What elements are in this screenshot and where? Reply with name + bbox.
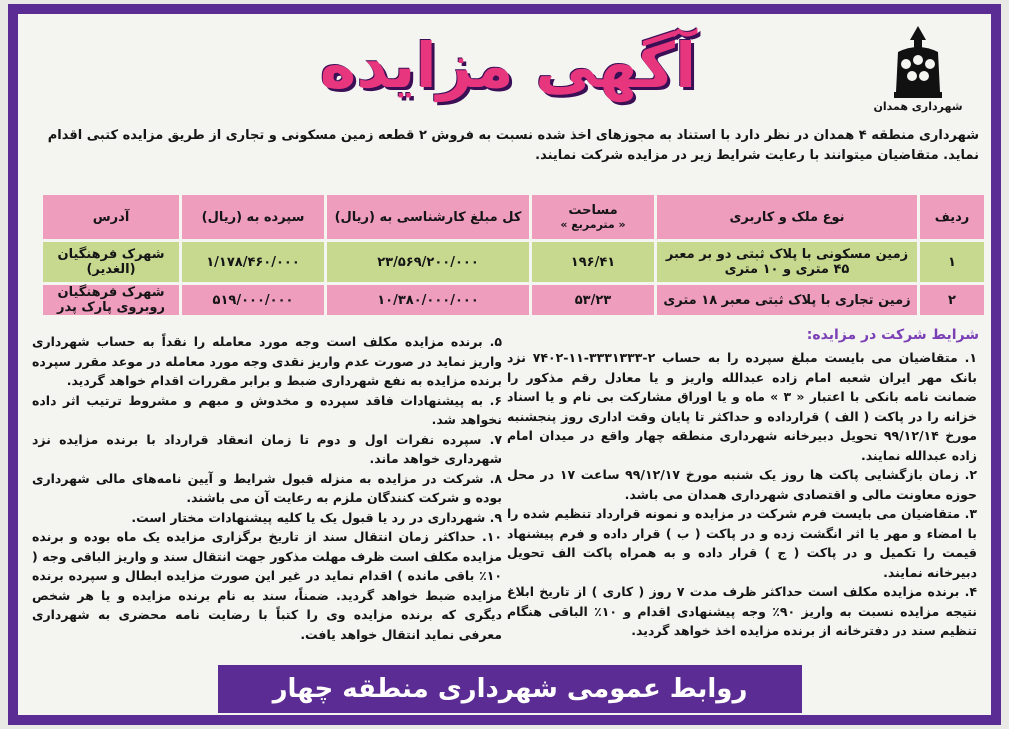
condition-item: ۳. متقاضیان می بایست فرم شرکت در مزایده و نمونه قرارداد تنظیم شده را با امضاء و مهر یا اثر انگشت زده و در پاکت ( ب ) قرار داده و فرم پیشنهاد قیمت را تکمیل و در پاکت ( ج ) قرار داده و به همراه پاکت الف تحویل دبیرخانه نمایند. (507, 506, 977, 580)
col-price: کل مبلغ کارشناسی به (ریال) (327, 195, 529, 239)
ad-title: آگهی مزایده (319, 29, 697, 102)
cell-price: ۱۰/۳۸۰/۰۰۰/۰۰۰ (327, 285, 529, 315)
col-address: آدرس (43, 195, 179, 239)
table-row (43, 285, 984, 315)
condition-item: ۹. شهرداری در رد یا قبول یک یا کلیه پیشنهادات مختار است. (131, 509, 502, 525)
cell-price: ۲۳/۵۶۹/۲۰۰/۰۰۰ (327, 242, 529, 282)
cell-deposit: ۱/۱۷۸/۴۶۰/۰۰۰ (182, 242, 324, 282)
table-header-row (43, 195, 984, 239)
header (18, 14, 991, 124)
conditions-heading: شرایط شرکت در مزایده: (806, 327, 979, 343)
conditions-right-column (507, 348, 977, 641)
condition-item: ۷. سپرده نفرات اول و دوم تا زمان انعقاد قرارداد با برنده مزایده نزد شهرداری خواهد ماند. (32, 431, 502, 466)
col-type: نوع ملک و کاربری (657, 195, 917, 239)
municipality-emblem-icon (878, 22, 958, 102)
intro-paragraph: شهرداری منطقه ۴ همدان در نظر دارد با استناد به مجوزهای اخذ شده نسبت به فروش ۲ قطعه زمین مسکونی و تجاری از طریق مزایده کتبی اقدام نماید. متقاضیان میتوانند با رعایت شرایط زیر در مزایده شرکت نمایند. (47, 128, 979, 163)
cell-deposit: ۵۱۹/۰۰۰/۰۰۰ (182, 285, 324, 315)
condition-item: ۶. به پیشنهادات فاقد سپرده و مخدوش و مبهم و مشروط ترتیب اثر داده نخواهد شد. (32, 392, 502, 427)
cell-address: شهرک فرهنگیان روبروی پارک پدر (43, 285, 179, 315)
condition-item: ۴. برنده مزایده مکلف است حداکثر ظرف مدت ۷ روز ( کاری ) از تاریخ ابلاغ نتیجه مزایده نسبت به واریز ۹۰٪ وجه پیشنهادی اقدام و ۱۰٪ الباقی هنگام تنظیم سند در دفترخانه از برنده مزایده اخذ خواهد گردید. (507, 584, 977, 638)
condition-item: ۸. شرکت در مزایده به منزله قبول شرایط و آیین نامه‌های مالی شهرداری بوده و شرکت کنندگان ملزم به رعایت آن می باشند. (32, 470, 502, 505)
col-area-label: مساحت (568, 203, 618, 218)
cell-area: ۱۹۶/۴۱ (532, 242, 654, 282)
col-area (532, 195, 654, 239)
cell-address: شهرک فرهنگیان (الغدیر) (43, 242, 179, 282)
col-area-unit: « مترمربع » (560, 218, 626, 231)
conditions-left-column (32, 332, 502, 644)
cell-row: ۲ (920, 285, 984, 315)
table-row (43, 242, 984, 282)
property-table (40, 192, 987, 318)
municipality-logo (863, 22, 973, 122)
condition-item: ۵. برنده مزایده مکلف است وجه مورد معامله را نقداً به حساب شهرداری واریز نماید در صورت عدم واریز نقدی وجه مورد معامله در موعد مقرر سپرده برنده مزایده به نفع شهرداری ضبط و برابر مقررات اقدام خواهد گردید. (32, 334, 502, 388)
condition-item: ۱۰. حداکثر زمان انتقال سند از تاریخ برگزاری مزایده یک ماه بوده و برنده مزایده مکلف است ظرف مهلت مذکور جهت انتقال سند و واریز الباقی وجه ( ۱۰٪ باقی مانده ) اقدام نماید در غیر این صورت مزایده ابطال و سپرده برنده مزایده ضبط خواهد گردید. ضمناً، سند به نام برنده مزایده و یا هر شخص دیگری که برنده مزایده وی را کتباً با رضایت نامه محضری به شهرداری معرفی نماید انتقال خواهد یافت. (32, 529, 502, 642)
cell-type: زمین تجاری با پلاک ثبتی معبر ۱۸ متری (657, 285, 917, 315)
cell-area: ۵۳/۲۳ (532, 285, 654, 315)
purple-frame (8, 4, 1001, 725)
col-deposit: سپرده به (ریال) (182, 195, 324, 239)
cell-row: ۱ (920, 242, 984, 282)
logo-caption: شهرداری همدان (873, 100, 963, 113)
public-relations-footer: روابط عمومی شهرداری منطقه چهار (218, 665, 802, 713)
condition-item: ۱. متقاضیان می بایست مبلغ سپرده را به حساب ۲-۳۳۳۱۳۳۳-۱۱-۷۴۰۲ نزد بانک مهر ایران شعبه امام زاده عبدالله واریز و یا معادل رقم مذکور را ضمانت نامه بانکی با اعتبار « ۳ » ماه و یا اوراق مشارکت بی نام و یا اسناد خزانه را در پاکت ( الف ) قرارداده و حداکثر تا پایان وقت اداری روز پنجشنبه مورخ ۹۹/۱۲/۱۴ تحویل دبیرخانه شهرداری منطقه چهار واقع در میدان امام زاده عبدالله نمایند. (507, 350, 977, 463)
condition-item: ۲. زمان بازگشایی پاکت ها روز یک شنبه مورخ ۹۹/۱۲/۱۷ ساعت ۱۷ در محل حوزه معاونت مالی و اقتصادی شهرداری همدان می باشد. (507, 467, 977, 502)
col-row: ردیف (920, 195, 984, 239)
cell-type: زمین مسکونی با پلاک ثبتی دو بر معبر ۴۵ متری و ۱۰ متری (657, 242, 917, 282)
